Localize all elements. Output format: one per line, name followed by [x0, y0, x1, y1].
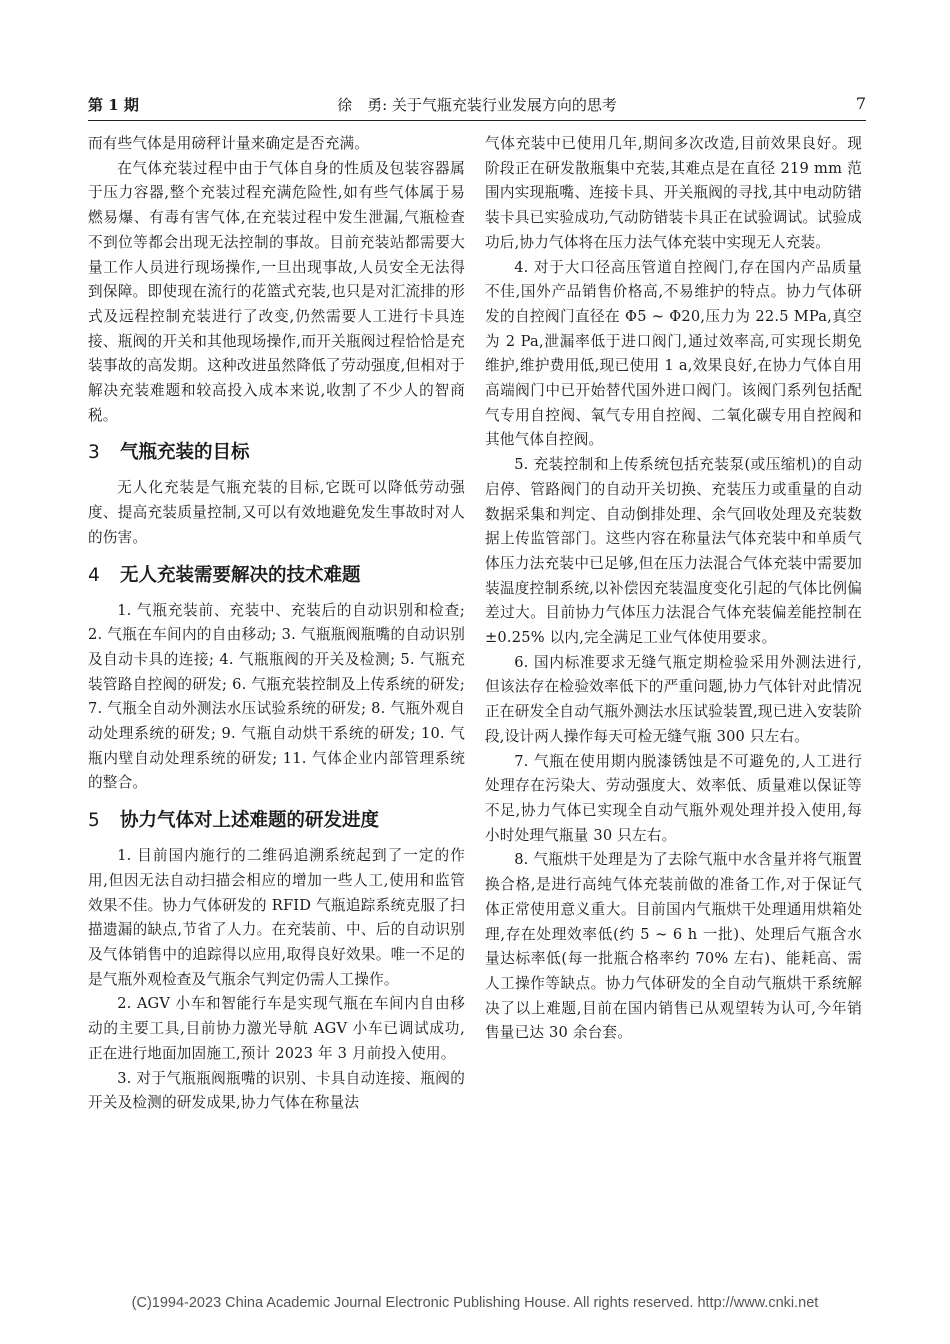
page-number: 7 [855, 94, 866, 113]
running-title: 徐 勇: 关于气瓶充装行业发展方向的思考 [337, 96, 617, 114]
left-column [88, 132, 465, 1116]
section-4-heading [88, 563, 465, 589]
section-3-heading [88, 440, 465, 466]
paragraph-item-3-continuation: 气体充装中已使用几年,期间多次改造,目前效果良好。现阶段正在研发散瓶集中充装,其难点是在直径 219 mm 范围内实现瓶嘴、连接卡具、开关瓶阀的寻找,其中电动防错装卡具已实验成功,气动防错装卡具正在试验调试。试验成功后,协力气体将在压力法气体充装中实现无人充装。 [485, 135, 862, 251]
section-5-heading [88, 808, 465, 834]
section-5-title: 协力气体对上述难题的研发进度 [120, 810, 380, 832]
paragraph-section-3: 无人化充装是气瓶充装的目标,它既可以降低劳动强度、提高充装质量控制,又可以有效地避免发生事故时对人的伤害。 [88, 479, 465, 546]
paragraph-filling-danger: 在气体充装过程中由于气体自身的性质及包装容器属于压力容器,整个充装过程充满危险性,如有些气体属于易燃易爆、有毒有害气体,在充装过程中发生泄漏,气瓶检查不到位等都会出现无法控制的事故。目前充装站都需要大量工作人员进行现场操作,一旦出现事故,人员安全无法得到保障。即使现在流行的花篮式充装,也只是对汇流排的形式及远程控制充装进行了改变,仍然需要人工进行卡具连接、瓶阀的开关和其他现场操作,而开关瓶阀过程恰恰是充装事故的高发期。这种改进虽然降低了劳动强度,但相对于解决充装难题和较高投入成本来说,收割了不少人的智商税。 [88, 159, 465, 424]
paragraph-item-7: 7. 气瓶在使用期内脱漆锈蚀是不可避免的,人工进行处理存在污染大、劳动强度大、效率低、质量难以保证等不足,协力气体已实现全自动气瓶外观处理并投入使用,每小时处理气瓶量 30 只左右。 [485, 752, 862, 844]
copyright-footer: (C)1994-2023 China Academic Journal Electronic Publishing House. All rights reserved. http://www.cnki.net [131, 1295, 819, 1311]
paragraph-section-4-list: 1. 气瓶充装前、充装中、充装后的自动识别和检查; 2. 气瓶在车间内的自由移动; 3. 气瓶瓶阀瓶嘴的自动识别及自动卡具的连接; 4. 气瓶瓶阀的开关及检测; 5. 气瓶充装管路自控阀的研发; 6. 气瓶充装控制及上传系统的研发; 7. 气瓶全自动外测法水压试验系统的研发; 8. 气瓶外观自动处理系统的研发; 9. 气瓶自动烘干系统的研发; 10. 气瓶内壁自动处理系统的研发; 11. 气体企业内部管理系统的整合。 [88, 601, 465, 792]
paragraph-item-8: 8. 气瓶烘干处理是为了去除气瓶中水含量并将气瓶置换合格,是进行高纯气体充装前做的准备工作,对于保证气体正常使用意义重大。目前国内气瓶烘干处理通用烘箱处理,存在处理效率低(约 5 ~ 6 h 一批)、处理后气瓶含水量达标率低(每一批瓶合格率约 70% 左右)、能耗高、需人工操作等缺点。协力气体研发的全自动气瓶烘干系统解决了以上难题,目前在国内销售已从观望转为认可,今年销售量已达 30 余台套。 [485, 851, 862, 1042]
section-4-title: 无人充装需要解决的技术难题 [120, 564, 361, 586]
section-5-number: 5 [88, 810, 100, 832]
section-3-number: 3 [88, 442, 100, 464]
section-4-number: 4 [88, 564, 100, 586]
issue-label: 第 1 期 [88, 96, 139, 114]
section-3-title: 气瓶充装的目标 [120, 442, 250, 464]
running-header [88, 90, 866, 121]
paragraph-intro-continuation: 而有些气体是用磅秤计量来确定是否充满。 [88, 135, 370, 152]
paragraph-item-4: 4. 对于大口径高压管道自控阀门,存在国内产品质量不佳,国外产品销售价格高,不易维护的特点。协力气体研发的自控阀门直径在 Φ5 ~ Φ20,压力为 22.5 MPa,真空为 2 Pa,泄漏率低于进口阀门,通过效率高,可实现长期免维护,维护费用低,现已使用 1 a,效果良好,在协力气体自用高端阀门中已开始替代国外进口阀门。该阀门系列包括配气专用自控阀、氧气专用自控阀、二氧化碳专用自控阀和其他气体自控阀。 [485, 258, 862, 449]
paragraph-item-1: 1. 目前国内施行的二维码追溯系统起到了一定的作用,但因无法自动扫描会相应的增加一些人工,使用和监管效果不佳。协力气体研发的 RFID 气瓶追踪系统克服了扫描遗漏的缺点,节省了人力。在充装前、中、后的自动识别及气体销售中的追踪得以应用,取得良好效果。唯一不足的是气瓶外观检查及气瓶余气判定仍需人工操作。 [88, 847, 465, 988]
right-column [485, 132, 862, 1046]
paragraph-item-6: 6. 国内标准要求无缝气瓶定期检验采用外测法进行,但该法存在检验效率低下的严重问题,协力气体针对此情况正在研发全自动气瓶外测法水压试验装置,现已进入安装阶段,设计两人操作每天可检无缝气瓶 300 只左右。 [485, 653, 862, 745]
paragraph-item-2: 2. AGV 小车和智能行车是实现气瓶在车间内自由移动的主要工具,目前协力激光导航 AGV 小车已调试成功,正在进行地面加固施工,预计 2023 年 3 月前投入使用。 [88, 995, 465, 1062]
paragraph-item-5: 5. 充装控制和上传系统包括充装泵(或压缩机)的自动启停、管路阀门的自动开关切换、充装压力或重量的自动数据采集和判定、自动倒排处理、余气回收处理及充装数据上传监管部门。这些内容在称量法气体充装中和单质气体压力法充装中已足够,但在压力法混合气体充装中需要加装温度控制系统,以补偿因充装温度变化引起的气体比例偏差过大。目前协力气体压力法混合气体充装偏差能控制在 ±0.25% 以内,完全满足工业气体使用要求。 [485, 456, 862, 647]
paragraph-item-3: 3. 对于气瓶瓶阀瓶嘴的识别、卡具自动连接、瓶阀的开关及检测的研发成果,协力气体在称量法 [88, 1069, 465, 1112]
